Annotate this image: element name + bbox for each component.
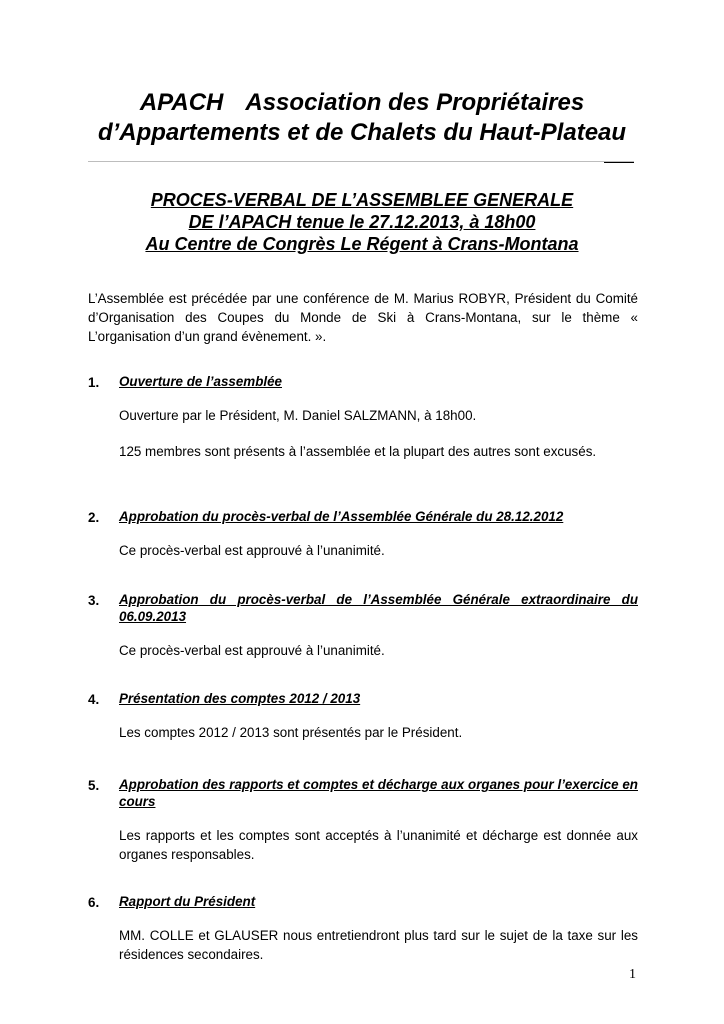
section-number: 4. — [88, 692, 100, 707]
association-name-part1: Association des Propriétaires — [245, 89, 585, 116]
association-acronym: APACH — [139, 89, 224, 116]
section-paragraph: Les comptes 2012 / 2013 sont présentés par le Président. — [119, 725, 463, 740]
section-number: 5. — [88, 778, 100, 793]
section-paragraph: Les rapports et les comptes sont acceptés à l’unanimité et décharge est donnée aux organes responsables. — [119, 828, 638, 862]
section-paragraph: Ce procès-verbal est approuvé à l’unanimité. — [119, 643, 385, 658]
section-paragraph: MM. COLLE et GLAUSER nous entretiendront plus tard sur le sujet de la taxe sur les résidences secondaires. — [119, 928, 638, 962]
section-paragraph: Ouverture par le Président, M. Daniel SALZMANN, à 18h00. — [119, 408, 477, 423]
header-divider — [88, 161, 634, 162]
minutes-title-line1: PROCES-VERBAL DE L’ASSEMBLEE GENERALE — [150, 190, 574, 210]
section-heading: Approbation des rapports et comptes et décharge aux organes pour l’exercice en cours — [119, 777, 638, 809]
section-heading: Présentation des comptes 2012 / 2013 — [119, 691, 361, 706]
header-divider-accent — [604, 162, 634, 163]
association-title — [60, 88, 664, 148]
section-5 — [88, 776, 638, 864]
section-2 — [88, 508, 638, 560]
page-number: 1 — [629, 967, 636, 982]
association-name-part2: d’Appartements et de Chalets du Haut-Plateau — [97, 119, 627, 146]
minutes-title-line2: DE l’APACH tenue le 27.12.2013, à 18h00 — [188, 212, 536, 232]
section-number: 2. — [88, 510, 100, 525]
section-number: 6. — [88, 895, 100, 910]
section-heading: Approbation du procès-verbal de l’Assemblée Générale du 28.12.2012 — [119, 509, 564, 524]
section-heading: Ouverture de l’assemblée — [119, 374, 282, 389]
section-6 — [88, 893, 638, 964]
section-heading: Approbation du procès-verbal de l’Assemblée Générale extraordinaire du 06.09.2013 — [119, 592, 638, 624]
section-paragraph: Ce procès-verbal est approuvé à l’unanimité. — [119, 543, 385, 558]
section-paragraph: 125 membres sont présents à l’assemblée et la plupart des autres sont excusés. — [119, 444, 597, 459]
section-heading: Rapport du Président — [119, 894, 256, 909]
minutes-title — [80, 189, 644, 255]
section-1 — [88, 373, 638, 461]
section-3 — [88, 591, 638, 660]
section-4 — [88, 690, 638, 742]
intro-paragraph: L’Assemblée est précédée par une conférence de M. Marius ROBYR, Président du Comité d’Organisation des Coupes du Monde de Ski à Crans-Montana, sur le thème « L’organisation d’un grand évènement. ». — [88, 291, 638, 344]
section-number: 1. — [88, 375, 100, 390]
section-number: 3. — [88, 593, 100, 608]
minutes-title-line3: Au Centre de Congrès Le Régent à Crans-Montana — [145, 234, 579, 254]
